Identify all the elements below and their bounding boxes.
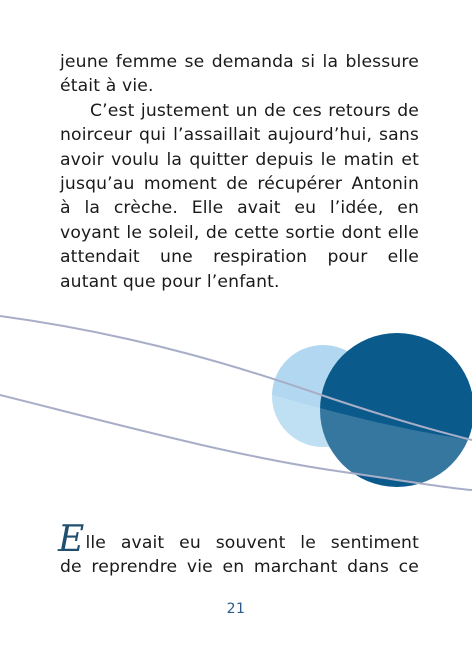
dropcap-line: [58, 519, 419, 560]
paragraph-second-line: de reprendre vie en marchant dans ce: [60, 557, 419, 578]
paragraph-body: C’est justement un de ces retours de noirceur qui l’assaillait aujourd’hui, sans avoir voulu la quitter depuis le matin et jusqu’au moment de récupérer Antonin à la crèche. Elle avait eu l’idée, en voyant le soleil, de cette sortie dont elle attendait une respiration pour elle autant que pour l’enfant.: [60, 100, 419, 292]
dropcap-letter: E: [58, 519, 85, 560]
page-number: 21: [226, 601, 246, 617]
paragraph-continuation: jeune femme se demanda si la blessure était à vie.: [60, 52, 419, 97]
dropcap-line-text: lle avait eu souvent le sentiment: [85, 533, 419, 553]
paragraph-top: [60, 50, 419, 294]
paragraph-bottom: [58, 519, 419, 580]
